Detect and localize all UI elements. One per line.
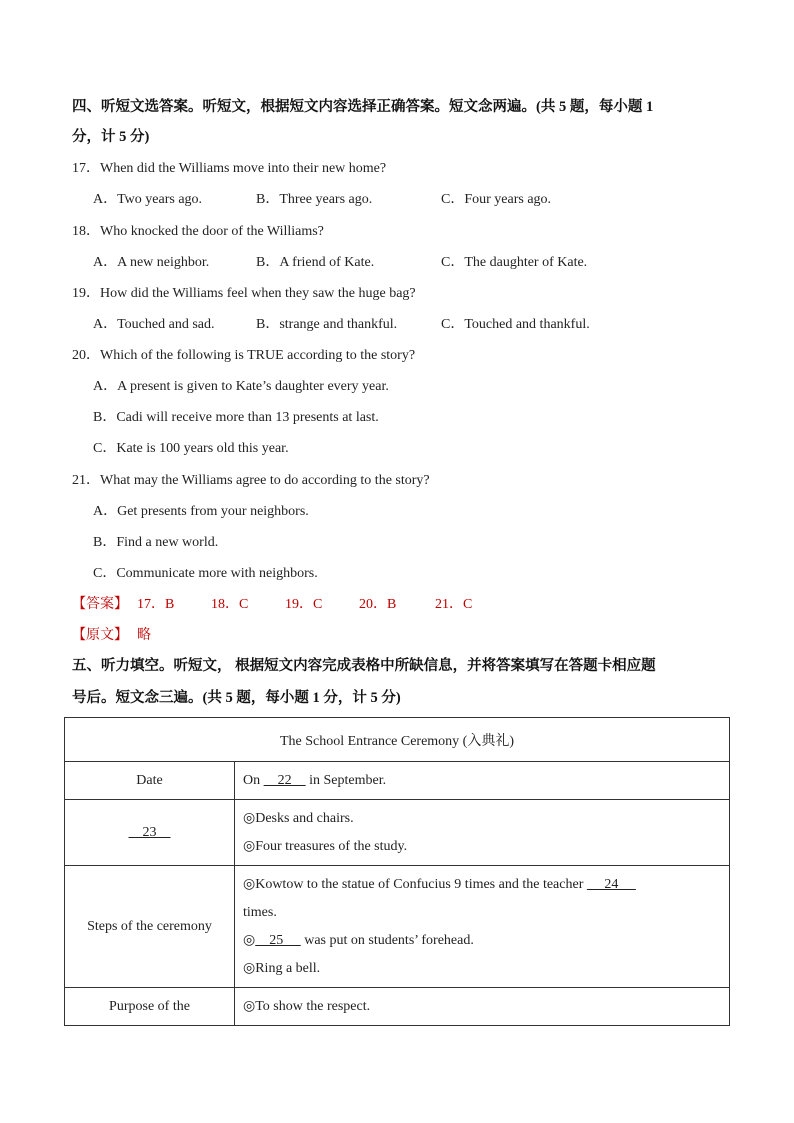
- question-17-option-c: C．Four years ago.: [441, 192, 552, 207]
- date-prefix: On: [243, 772, 264, 788]
- date-suffix: in September.: [305, 772, 387, 788]
- question-20-stem: 20．Which of the following is TRUE according to the story?: [72, 348, 416, 363]
- section4-heading-line2: 分，计 5 分): [72, 129, 150, 145]
- section5-heading-line1: 五、听力填空。听短文， 根据短文内容完成表格中所缺信息，并将答案填写在答题卡相应题: [72, 658, 656, 674]
- answer-20: 20．B: [359, 597, 397, 612]
- row-23-item-1: ◎Desks and chairs.: [243, 810, 354, 826]
- blank-23: 23: [128, 824, 171, 840]
- ceremony-table: [64, 717, 730, 1026]
- steps-line-1-text: ◎Kowtow to the statue of Confucius 9 times and the teacher: [243, 876, 587, 892]
- purpose-label: Purpose of the: [65, 988, 235, 1026]
- question-20-option-b: B．Cadi will receive more than 13 presents at last.: [93, 410, 379, 425]
- steps-line-3-text: was put on students’ forehead.: [300, 932, 474, 948]
- steps-line-1: [243, 871, 729, 899]
- question-18-option-c: C．The daughter of Kate.: [441, 255, 588, 270]
- question-18-option-a: A．A new neighbor.: [93, 255, 210, 270]
- answer-18: 18．C: [211, 597, 249, 612]
- question-21-option-b: B．Find a new world.: [93, 535, 219, 550]
- steps-line-4: ◎Ring a bell.: [243, 960, 321, 976]
- original-text-label: 【原文】: [72, 628, 128, 643]
- blank-25: 25: [255, 932, 301, 948]
- date-label: Date: [65, 762, 235, 800]
- blank-22: 22: [263, 772, 306, 788]
- steps-label: Steps of the ceremony: [65, 866, 235, 988]
- question-19-option-a: A．Touched and sad.: [93, 317, 215, 332]
- question-20-option-a: A．A present is given to Kate’s daughter every year.: [93, 379, 389, 394]
- section5-heading-line2: 号后。短文念三遍。(共 5 题，每小题 1 分，计 5 分): [72, 690, 401, 706]
- question-17-stem: 17．When did the Williams move into their new home?: [72, 161, 387, 176]
- question-18-stem: 18．Who knocked the door of the Williams?: [72, 224, 324, 239]
- steps-line-2: times.: [243, 904, 277, 920]
- table-title: The School Entrance Ceremony (入典礼): [65, 718, 730, 762]
- row-23-label: [65, 800, 235, 866]
- question-21-option-a: A．Get presents from your neighbors.: [93, 504, 309, 519]
- question-17-option-a: A．Two years ago.: [93, 192, 203, 207]
- row-23-value: [235, 800, 730, 866]
- answer-17: 17．B: [137, 597, 175, 612]
- date-value: [235, 762, 730, 800]
- answer-label: 【答案】: [72, 597, 128, 612]
- original-text-value: 略: [137, 628, 151, 643]
- purpose-value: ◎To show the respect.: [235, 988, 730, 1026]
- answer-19: 19．C: [285, 597, 323, 612]
- question-21-option-c: C．Communicate more with neighbors.: [93, 566, 318, 581]
- steps-value: [235, 866, 730, 988]
- blank-24: 24: [586, 876, 636, 892]
- question-18-option-b: B．A friend of Kate.: [256, 255, 375, 270]
- question-21-stem: 21．What may the Williams agree to do according to the story?: [72, 473, 430, 488]
- question-19-option-c: C．Touched and thankful.: [441, 317, 590, 332]
- steps-line-3: [243, 927, 729, 955]
- question-20-option-c: C．Kate is 100 years old this year.: [93, 441, 289, 456]
- row-23-item-2: ◎Four treasures of the study.: [243, 838, 408, 854]
- question-17-option-b: B．Three years ago.: [256, 192, 373, 207]
- question-19-stem: 19．How did the Williams feel when they saw the huge bag?: [72, 286, 416, 301]
- question-19-option-b: B．strange and thankful.: [256, 317, 398, 332]
- section4-heading-line1: 四、听短文选答案。听短文，根据短文内容选择正确答案。短文念两遍。(共 5 题，每小题 1: [72, 99, 654, 115]
- answer-21: 21．C: [435, 597, 473, 612]
- steps-line-3-mark: ◎: [243, 932, 256, 948]
